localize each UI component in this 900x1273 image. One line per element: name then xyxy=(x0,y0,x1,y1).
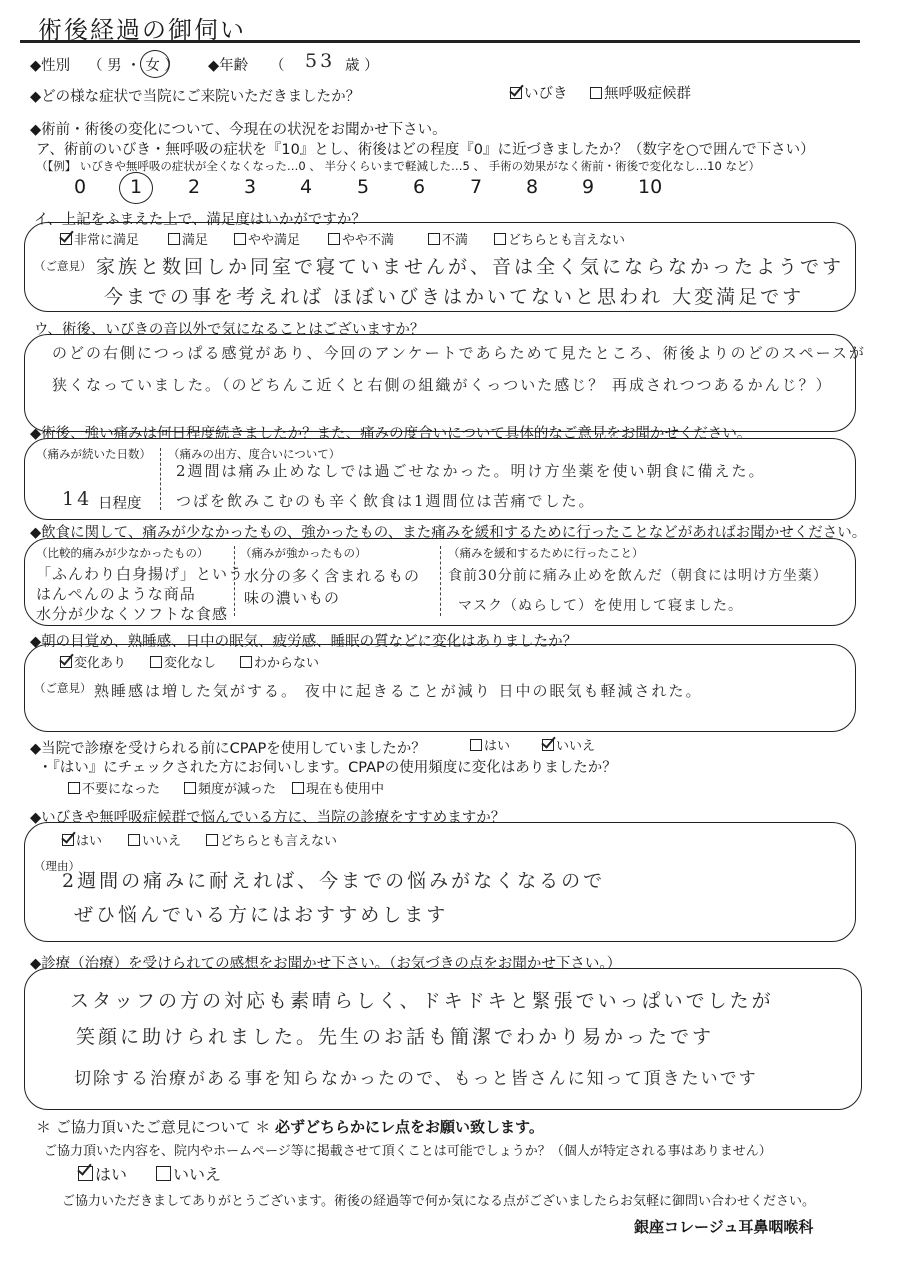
checkbox-checked-icon[interactable] xyxy=(60,233,72,245)
recommend-reason-label: （理由） xyxy=(34,859,80,873)
checkbox-icon[interactable] xyxy=(428,233,440,245)
satisfaction-question: イ、上記をふまえた上で、満足度はいかがですか？ xyxy=(34,212,366,228)
cpap-option-yes[interactable]: はい xyxy=(470,735,510,754)
age-open: （ xyxy=(270,58,285,74)
food-less-label: （比較的痛みが少なかったもの） xyxy=(36,546,209,560)
recommend-answer-line-1[interactable]: 2週間の痛みに耐えれば、今までの悩みがなくなるので xyxy=(62,870,606,892)
checkbox-icon[interactable] xyxy=(470,739,482,751)
gender-options: （ 男 ・ 女 ） xyxy=(88,58,179,74)
checkbox-icon[interactable] xyxy=(168,233,180,245)
pain-detail-label: （痛みの出方、度合いについて） xyxy=(168,447,341,461)
consent-heading: ＊ ご協力頂いたご意見について ＊ 必ずどちらかにレ点をお願い致します。 xyxy=(36,1118,544,1136)
sleep-question: ◆朝の目覚め、熟睡感、日中の眠気、疲労感、睡眠の質などに変化はありましたか？ xyxy=(30,634,578,650)
scale-selected-circle xyxy=(119,172,153,204)
sleep-option-unknown[interactable]: わからない xyxy=(240,652,319,671)
checkbox-icon[interactable] xyxy=(150,656,162,668)
checkbox-icon[interactable] xyxy=(494,233,506,245)
checkbox-checked-icon[interactable] xyxy=(60,656,72,668)
scale-10[interactable]: 10 xyxy=(638,176,663,198)
cpap-follow: ・『はい』にチェックされた方にお伺いします。CPAPの使用頻度に変化はありましたか？ xyxy=(38,760,617,776)
impression-answer-line-2[interactable]: 笑顔に助けられました。先生のお話も簡潔でわかり易かったです xyxy=(76,1026,715,1048)
recommend-option-yes[interactable]: はい xyxy=(62,830,102,849)
scale-4[interactable]: 4 xyxy=(300,176,313,198)
pain-days-unit: 日程度 xyxy=(98,496,142,512)
scale-5[interactable]: 5 xyxy=(357,176,370,198)
recommend-question: ◆いびきや無呼吸症候群で悩んでいる方に、当院の診療をすすめますか？ xyxy=(30,810,506,826)
satisfaction-opinion-label: （ご意見） xyxy=(34,259,92,273)
checkbox-checked-icon[interactable] xyxy=(62,834,74,846)
thanks-text: ご協力いただきましてありがとうございます。術後の経過等で何か気になる点がございましたらお気軽に御問い合わせください。 xyxy=(62,1194,815,1209)
sleep-option-changed[interactable]: 変化あり xyxy=(60,652,126,671)
sleep-answer[interactable]: 熟睡感は増した気がする。 夜中に起きることが減り 日中の眠気も軽減された。 xyxy=(94,682,703,700)
other-question: ウ、術後、いびきの音以外で気になることはございますか？ xyxy=(34,322,425,338)
symptom-question: ◆どの様な症状で当院にご来院いただきましたか？ xyxy=(30,89,361,105)
food-divider-2 xyxy=(440,546,441,616)
food-question: ◆飲食に関して、痛みが少なかったもの、強かったもの、また痛みを緩和するために行ったことなどがあればお聞かせください。 xyxy=(30,525,867,541)
recommend-option-neither[interactable]: どちらとも言えない xyxy=(206,830,337,849)
checkbox-icon[interactable] xyxy=(328,233,340,245)
satisfaction-answer-line-1[interactable]: 家族と数回しか同室で寝ていませんが、音は全く気にならなかったようです xyxy=(96,256,845,278)
sleep-option-unchanged[interactable]: 変化なし xyxy=(150,652,216,671)
symptom-option-snoring[interactable]: いびき xyxy=(510,82,568,103)
consent-question: ご協力頂いた内容を、院内やホームページ等に掲載させて頂くことは可能でしょうか？（個人が特定される事はありません） xyxy=(44,1144,772,1159)
change-example: （【例】 いびきや無呼吸の症状が全くなくなった…0 、 半分くらいまで軽減した…5 、 手術の効果がなく術前・術後で変化なし…10 など） xyxy=(36,159,760,173)
satisfaction-option-somewhat[interactable]: やや満足 xyxy=(234,229,300,248)
cpap-follow-option-1[interactable]: 不要になった xyxy=(68,778,160,797)
age-value[interactable]: 53 xyxy=(305,50,336,72)
food-less-line-3[interactable]: 水分が少なくソフトな食感 xyxy=(36,605,229,623)
checkbox-icon[interactable] xyxy=(128,834,140,846)
checkbox-icon[interactable] xyxy=(240,656,252,668)
pain-days-label: （痛みが続いた日数） xyxy=(36,447,151,461)
pain-answer-line-1[interactable]: 2週間は痛み止めなしでは過ごせなかった。明け方坐薬を使い朝食に備えた。 xyxy=(176,462,766,480)
consent-option-yes[interactable]: はい xyxy=(78,1162,127,1185)
satisfaction-option-somewhat-dis[interactable]: やや不満 xyxy=(328,229,394,248)
pain-days-value[interactable]: 14 xyxy=(62,488,93,510)
change-sub-a: ア、術前のいびき・無呼吸の症状を『10』とし、術後はどの程度『0』に近づきましたか？（数字を○で囲んで下さい） xyxy=(36,142,815,158)
satisfaction-option-satisfied[interactable]: 満足 xyxy=(168,229,208,248)
cpap-follow-option-3[interactable]: 現在も使用中 xyxy=(292,778,384,797)
checkbox-icon[interactable] xyxy=(156,1166,171,1181)
checkbox-icon[interactable] xyxy=(68,782,80,794)
scale-2[interactable]: 2 xyxy=(188,176,201,198)
impression-answer-line-1[interactable]: スタッフの方の対応も素晴らしく、ドキドキと緊張でいっぱいでしたが xyxy=(70,990,774,1012)
clinic-name: 銀座コレージュ耳鼻咽喉科 xyxy=(634,1218,814,1236)
food-less-line-1[interactable]: 「ふんわり白身揚げ」という xyxy=(36,565,245,583)
pain-question: ◆術後、強い痛みは何日程度続きましたか？また、痛みの度合いについて具体的なご意見をお聞かせください。 xyxy=(30,426,752,442)
food-more-line-1[interactable]: 水分の多く含まれるもの xyxy=(244,567,421,585)
satisfaction-answer-line-2[interactable]: 今までの事を考えれば ほぼいびきはかいてないと思われ 大変満足です xyxy=(104,286,805,308)
change-heading: ◆術前・術後の変化について、今現在の状況をお聞かせ下さい。 xyxy=(30,122,447,138)
checkbox-icon[interactable] xyxy=(590,87,602,99)
food-relief-line-2[interactable]: マスク（ぬらして）を使用して寝ました。 xyxy=(458,598,743,614)
title-divider xyxy=(20,40,860,43)
scale-1[interactable]: 1 xyxy=(130,176,143,198)
food-less-line-2[interactable]: はんぺんのような商品 xyxy=(36,585,196,603)
checkbox-checked-icon[interactable] xyxy=(510,87,522,99)
scale-9[interactable]: 9 xyxy=(582,176,595,198)
sleep-opinion-label: （ご意見） xyxy=(34,681,92,695)
age-unit: 歳 ） xyxy=(345,58,379,74)
impression-answer-line-3[interactable]: 切除する治療がある事を知らなかったので、もっと皆さんに知って頂きたいです xyxy=(74,1069,758,1089)
gender-label: ◆性別 xyxy=(30,58,71,74)
satisfaction-option-very[interactable]: 非常に満足 xyxy=(60,229,139,248)
checkbox-icon[interactable] xyxy=(206,834,218,846)
scale-7[interactable]: 7 xyxy=(470,176,483,198)
other-answer-line-2[interactable]: 狭くなっていました。（のどちんこ近くと右側の組織がくっついた感じ？ 再成されつつあるかんじ？） xyxy=(52,376,833,394)
recommend-option-no[interactable]: いいえ xyxy=(128,830,181,849)
food-more-line-2[interactable]: 味の濃いもの xyxy=(244,589,341,607)
pain-divider xyxy=(160,448,161,510)
scale-6[interactable]: 6 xyxy=(413,176,426,198)
food-relief-label: （痛みを緩和するために行ったこと） xyxy=(448,546,644,560)
checkbox-icon[interactable] xyxy=(184,782,196,794)
consent-option-no[interactable]: いいえ xyxy=(156,1162,221,1185)
checkbox-checked-icon[interactable] xyxy=(542,739,554,751)
checkbox-icon[interactable] xyxy=(234,233,246,245)
impression-question: ◆診療（治療）を受けられての感想をお聞かせ下さい。（お気づきの点をお聞かせ下さい。） xyxy=(30,956,622,972)
scale-8[interactable]: 8 xyxy=(526,176,539,198)
checkbox-icon[interactable] xyxy=(292,782,304,794)
checkbox-checked-icon[interactable] xyxy=(78,1166,93,1181)
other-answer-line-1[interactable]: のどの右側につっぱる感覚があり、今回のアンケートであらためて見たところ、術後よりのどのスペースが xyxy=(52,344,866,362)
gender-selected-circle xyxy=(140,50,170,78)
recommend-answer-line-2[interactable]: ぜひ悩んでいる方にはおすすめします xyxy=(74,904,449,926)
cpap-follow-option-2[interactable]: 頻度が減った xyxy=(184,778,276,797)
page-title: 術後経過の御伺い xyxy=(38,16,246,44)
cpap-question: ◆当院で診療を受けられる前にCPAPを使用していましたか？ xyxy=(30,741,426,757)
food-more-label: （痛みが強かったもの） xyxy=(240,546,367,560)
scale-3[interactable]: 3 xyxy=(244,176,257,198)
pain-answer-line-2[interactable]: つばを飲みこむのも辛く飲食は1週間位は苦痛でした。 xyxy=(176,492,596,510)
satisfaction-option-neither[interactable]: どちらとも言えない xyxy=(494,229,625,248)
cpap-option-no[interactable]: いいえ xyxy=(542,735,595,754)
satisfaction-option-dis[interactable]: 不満 xyxy=(428,229,468,248)
symptom-option-apnea[interactable]: 無呼吸症候群 xyxy=(590,82,691,103)
scale-0[interactable]: 0 xyxy=(74,176,87,198)
food-relief-line-1[interactable]: 食前30分前に痛み止めを飲んだ（朝食には明け方坐薬） xyxy=(448,568,828,584)
age-label: ◆年齢 xyxy=(208,58,249,74)
